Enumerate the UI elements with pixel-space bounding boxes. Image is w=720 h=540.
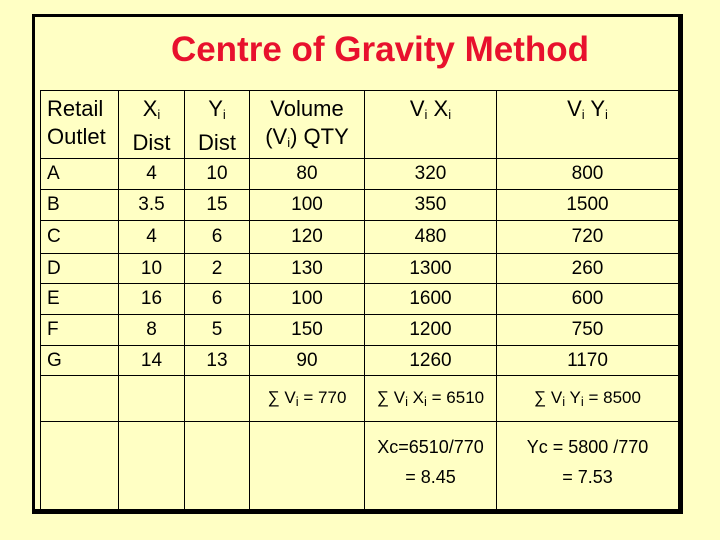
vx-cell: 320 xyxy=(365,159,497,190)
header-y-dist: $Y_i$ Dist xyxy=(185,91,250,159)
volume-cell: 100 xyxy=(250,190,365,221)
volume-cell: 100 xyxy=(250,284,365,315)
empty-cell xyxy=(185,376,250,422)
outlet-cell: C xyxy=(41,221,119,254)
outlet-cell: G xyxy=(41,346,119,376)
y-cell: 13 xyxy=(185,346,250,376)
vy-cell: 750 xyxy=(497,315,679,346)
outlet-cell: B xyxy=(41,190,119,221)
x-cell: 14 xyxy=(119,346,185,376)
volume-cell: 150 xyxy=(250,315,365,346)
outlet-cell: F xyxy=(41,315,119,346)
empty-cell xyxy=(250,422,365,512)
outlet-cell: A xyxy=(41,159,119,190)
y-cell: 5 xyxy=(185,315,250,346)
x-cell: 4 xyxy=(119,221,185,254)
header-vi-xi: $V_i$ $X_i$ xyxy=(365,91,497,159)
vx-cell: 1260 xyxy=(365,346,497,376)
header-vi-yi: $V_i$ $Y_i$ xyxy=(497,91,679,159)
table-row xyxy=(41,159,679,190)
result-row xyxy=(41,422,679,512)
table-row xyxy=(41,254,679,284)
vy-cell: 1170 xyxy=(497,346,679,376)
volume-cell: 80 xyxy=(250,159,365,190)
y-cell: 15 xyxy=(185,190,250,221)
x-cell: 8 xyxy=(119,315,185,346)
vy-cell: 720 xyxy=(497,221,679,254)
vx-cell: 1300 xyxy=(365,254,497,284)
empty-cell xyxy=(185,422,250,512)
header-row xyxy=(41,91,679,159)
page-title: Centre of Gravity Method xyxy=(170,30,590,69)
y-cell: 6 xyxy=(185,221,250,254)
centre-of-gravity-table xyxy=(40,90,679,512)
x-cell: 16 xyxy=(119,284,185,315)
vy-cell: 800 xyxy=(497,159,679,190)
x-cell: 3.5 xyxy=(119,190,185,221)
table-row xyxy=(41,190,679,221)
x-cell: 10 xyxy=(119,254,185,284)
empty-cell xyxy=(41,422,119,512)
xc-result: Xc=6510/770 = 8.45 xyxy=(365,422,497,512)
y-cell: 2 xyxy=(185,254,250,284)
vx-cell: 1600 xyxy=(365,284,497,315)
vy-cell: 260 xyxy=(497,254,679,284)
sum-volume: ∑ $V_i = 770$ xyxy=(250,376,365,422)
volume-cell: 120 xyxy=(250,221,365,254)
vy-cell: 1500 xyxy=(497,190,679,221)
table-row xyxy=(41,284,679,315)
volume-cell: 130 xyxy=(250,254,365,284)
empty-cell xyxy=(119,422,185,512)
table-row xyxy=(41,221,679,254)
outlet-cell: D xyxy=(41,254,119,284)
header-retail-outlet: Retail Outlet xyxy=(41,91,119,159)
outlet-cell: E xyxy=(41,284,119,315)
header-x-dist: $X_i$ Dist xyxy=(119,91,185,159)
sum-vx: ∑ $V_i$ $X_i = 6510$ xyxy=(365,376,497,422)
empty-cell xyxy=(119,376,185,422)
x-cell: 4 xyxy=(119,159,185,190)
volume-cell: 90 xyxy=(250,346,365,376)
y-cell: 10 xyxy=(185,159,250,190)
sum-vy: ∑ $V_i$ $Y_i = 8500$ xyxy=(497,376,679,422)
table-row xyxy=(41,315,679,346)
empty-cell xyxy=(41,376,119,422)
header-volume: Volume $(V_i)$ QTY xyxy=(250,91,365,159)
vy-cell: 600 xyxy=(497,284,679,315)
vx-cell: 480 xyxy=(365,221,497,254)
vx-cell: 1200 xyxy=(365,315,497,346)
yc-result: Yc = 5800 /770 = 7.53 xyxy=(497,422,679,512)
table-row xyxy=(41,346,679,376)
vx-cell: 350 xyxy=(365,190,497,221)
y-cell: 6 xyxy=(185,284,250,315)
sum-row xyxy=(41,376,679,422)
